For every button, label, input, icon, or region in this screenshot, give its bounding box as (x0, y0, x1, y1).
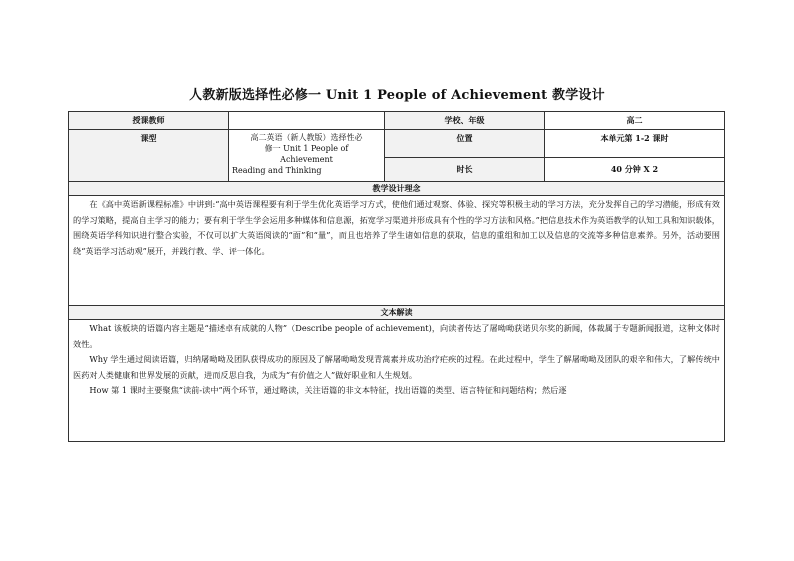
position-value: 本单元第 1-2 课时 (545, 130, 725, 158)
teacher-value (229, 112, 385, 130)
course-line-4: Reading and Thinking (232, 166, 322, 175)
course-line-1: 高二英语（新人教版）选择性必 (250, 133, 363, 142)
design-concept-paragraph: 在《高中英语新课程标准》中讲到:“高中英语课程要有利于学生优化英语学习方式，使他们通过观察、体验、探究等积极主动的学习方法，充分发挥自己的学习潜能，形成有效的学习策略，提高自主学习的能力；要有利于学生学会运用多种媒体和信息源，拓宽学习渠道并形成具有个性的学习方法和风格。”把信息技术作为英语教学的认知工具和知识载体，围绕英语学科知识进行整合实验，不仅可以扩大英语阅读的“面”和“量”，而且也培养了学生诸如信息的获取，信息的重组和加工以及信息的交流等多种信息素养。另外，活动要围绕“英语学习活动观”展开，并践行教、学、评一体化。 (73, 199, 720, 256)
position-label: 位置 (385, 130, 545, 158)
course-info (229, 130, 385, 182)
duration-value: 40 分钟 X 2 (545, 158, 725, 182)
text-analysis-what: What 该板块的语篇内容主题是“描述卓有成就的人物”（Describe people of achievement)，向读者传达了屠呦呦获诺贝尔奖的新闻，体裁属于专题新闻报道，这种文体时效性。 (73, 323, 720, 349)
design-concept-header: 教学设计理念 (69, 182, 725, 196)
teacher-label: 授课教师 (69, 112, 229, 130)
text-analysis-why: Why 学生通过阅读语篇，归纳屠呦呦及团队获得成功的原因及了解屠呦呦发现青蒿素并成功治疗疟疾的过程。在此过程中，学生了解屠呦呦及团队的艰辛和伟大，了解传统中医药对人类健康和世界发展的贡献，进而反思自我，为成为“有价值之人”做好职业和人生规划。 (73, 354, 720, 380)
school-value: 高二 (545, 112, 725, 130)
text-analysis-how: How 第 1 课时主要聚焦“读前-读中”两个环节，通过略读，关注语篇的非文本特征，找出语篇的类型、语言特征和问题结构；然后逐 (89, 385, 567, 395)
lesson-plan-table (68, 111, 725, 442)
school-label: 学校、年级 (385, 112, 545, 130)
design-concept-body (69, 196, 725, 306)
course-line-2: 修一 Unit 1 People of (264, 144, 349, 153)
type-label: 课型 (69, 130, 229, 182)
page-title: 人教新版选择性必修一 Unit 1 People of Achievement 教学设计 (189, 88, 605, 103)
course-line-3: Achievement (280, 155, 333, 164)
text-analysis-header: 文本解读 (69, 306, 725, 320)
text-analysis-body (69, 320, 725, 442)
duration-label: 时长 (385, 158, 545, 182)
